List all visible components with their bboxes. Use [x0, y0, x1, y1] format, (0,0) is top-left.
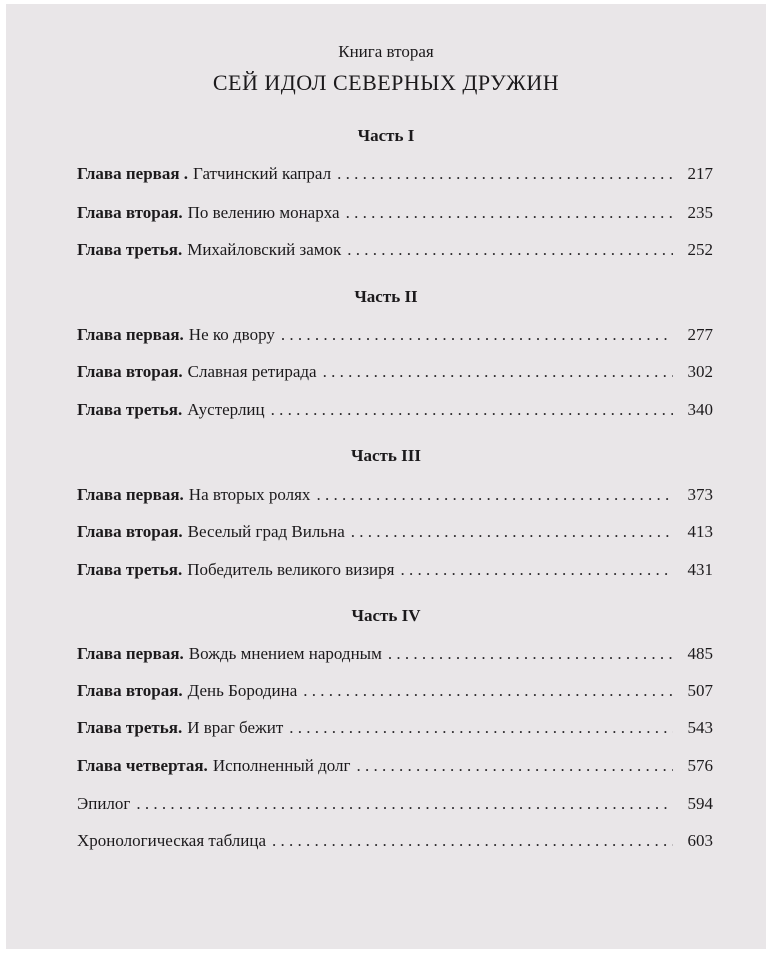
- dot-leader: [356, 756, 673, 776]
- chapter-label: Глава третья.: [77, 400, 183, 419]
- page-number: 413: [687, 522, 713, 541]
- page-number: 431: [687, 560, 713, 579]
- chapter-title: Победитель великого визиря: [187, 560, 395, 579]
- toc-entry: [77, 485, 713, 509]
- part-heading: Часть IV: [351, 606, 421, 625]
- page-number: 543: [687, 718, 713, 737]
- chapter-label: Глава третья.: [77, 560, 183, 579]
- toc-entry-epilogue: [77, 794, 713, 818]
- book-label: Книга вторая: [338, 42, 434, 61]
- chapter-title: День Бородина: [187, 681, 298, 700]
- dot-leader: [272, 831, 673, 851]
- dot-leader: [347, 240, 673, 260]
- toc-entry: [77, 522, 713, 546]
- chapter-label: Глава вторая.: [77, 203, 183, 222]
- dot-leader: [323, 362, 673, 382]
- dot-leader: [316, 485, 673, 505]
- dot-leader: [303, 681, 673, 701]
- chapter-title: Славная ретирада: [187, 362, 317, 381]
- page-number: 340: [687, 400, 713, 419]
- dot-leader: [136, 794, 673, 814]
- page-number: 507: [687, 681, 713, 700]
- appendix-title: Хронологическая таблица: [77, 831, 267, 850]
- toc-entry: [77, 164, 713, 188]
- page-number: 373: [687, 485, 713, 504]
- chapter-title: По велению монарха: [187, 203, 340, 222]
- toc-entry: [77, 560, 713, 584]
- chapter-title: Исполненный долг: [212, 756, 351, 775]
- dot-leader: [388, 644, 673, 664]
- chapter-label: Глава первая.: [77, 644, 184, 663]
- dot-leader: [281, 325, 673, 345]
- chapter-label: Глава первая .: [77, 164, 189, 183]
- dot-leader: [289, 718, 673, 738]
- chapter-label: Глава четвертая.: [77, 756, 208, 775]
- page-number: 252: [687, 240, 713, 259]
- chapter-title: И враг бежит: [187, 718, 284, 737]
- page-number: 217: [687, 164, 713, 183]
- appendix-title: Эпилог: [77, 794, 131, 813]
- toc-entry: [77, 400, 713, 424]
- toc-entry: [77, 362, 713, 386]
- part-heading: Часть III: [351, 446, 421, 465]
- page-number: 576: [687, 756, 713, 775]
- chapter-label: Глава вторая.: [77, 522, 183, 541]
- chapter-title: Не ко двору: [188, 325, 275, 344]
- dot-leader: [400, 560, 673, 580]
- page-number: 485: [687, 644, 713, 663]
- page-number: 594: [687, 794, 713, 813]
- toc-entry: [77, 203, 713, 227]
- toc-entry: [77, 756, 713, 780]
- page-number: 603: [687, 831, 713, 850]
- chapter-title: Аустерлиц: [187, 400, 265, 419]
- dot-leader: [271, 400, 673, 420]
- dot-leader: [346, 203, 673, 223]
- chapter-title: Михайловский замок: [187, 240, 342, 259]
- chapter-title: Веселый град Вильна: [187, 522, 345, 541]
- chapter-label: Глава вторая.: [77, 681, 183, 700]
- chapter-title: Гатчинский капрал: [193, 164, 332, 183]
- book-title: СЕЙ ИДОЛ СЕВЕРНЫХ ДРУЖИН: [212, 70, 560, 95]
- toc-entry: [77, 240, 713, 264]
- page-number: 302: [687, 362, 713, 381]
- toc-entry-chronology: [77, 831, 713, 855]
- page-number: 277: [687, 325, 713, 344]
- toc-entry: [77, 325, 713, 349]
- chapter-label: Глава третья.: [77, 718, 183, 737]
- page-number: 235: [687, 203, 713, 222]
- part-heading: Часть I: [357, 126, 415, 145]
- toc-entry: [77, 681, 713, 705]
- dot-leader: [337, 164, 673, 184]
- chapter-label: Глава первая.: [77, 325, 184, 344]
- chapter-label: Глава вторая.: [77, 362, 183, 381]
- chapter-label: Глава третья.: [77, 240, 183, 259]
- toc-entry: [77, 718, 713, 742]
- book-page: [6, 4, 766, 949]
- toc-entry: [77, 644, 713, 668]
- dot-leader: [351, 522, 673, 542]
- chapter-label: Глава первая.: [77, 485, 184, 504]
- part-heading: Часть II: [354, 287, 418, 306]
- chapter-title: Вождь мнением народным: [188, 644, 382, 663]
- chapter-title: На вторых ролях: [188, 485, 311, 504]
